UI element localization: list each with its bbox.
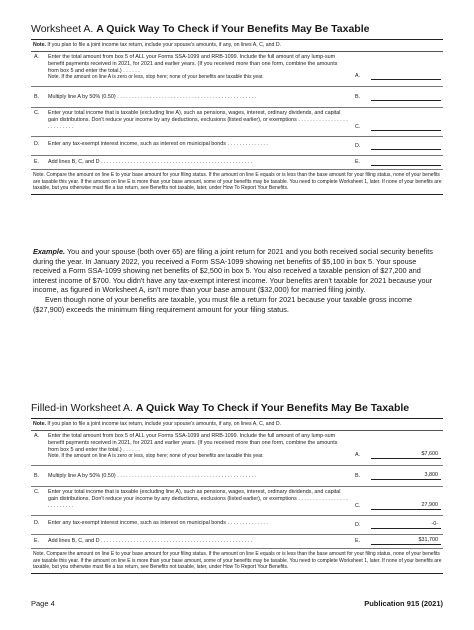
row-label: B. xyxy=(34,94,40,100)
filled-row-d xyxy=(31,516,443,535)
note-text: If you plan to file a joint income tax return, include your spouse's amounts, if any, on lines A, C, and D. xyxy=(47,42,282,48)
row-text: Multiply line A by 50% (0.50) . . . . . . . . . . . . . . . . . . . . . . . . . . . . . . . . . . . . . . . . . . . . . . . xyxy=(48,94,257,100)
row-label: C. xyxy=(34,489,40,495)
example-paragraph-1 xyxy=(33,247,441,295)
row-label: E. xyxy=(34,159,40,165)
row-text: Enter the total amount from box 5 of ALL your Forms SSA-1099 and RRB-1099. Include the full amount of any lump-sum benefit payments received in 2021, for 2021 and earlier years. (If you received more than one form, combine the amounts from box 5 and enter the total.) . . . . . . Note. If the amount on line A is zero or less, stop here; none of your benefits are taxable this year. xyxy=(48,433,338,460)
filled-row-e xyxy=(31,535,443,549)
amount-line xyxy=(371,509,441,510)
page-number: Page 4 xyxy=(31,599,55,608)
amount-line xyxy=(371,528,441,529)
row-letter: A. xyxy=(355,452,361,458)
note-label: Note. xyxy=(33,42,46,48)
filled-row-c xyxy=(31,487,443,516)
row-letter: D. xyxy=(355,143,361,149)
worksheet-a-row-e xyxy=(31,156,443,170)
row-letter: E. xyxy=(355,538,361,544)
row-text: Enter any tax-exempt interest income, such as interest on municipal bonds . . . . . . . . . . . . . . xyxy=(48,520,268,526)
row-label: D. xyxy=(34,141,40,147)
filled-worksheet-a-note xyxy=(31,419,443,431)
row-letter: B. xyxy=(355,94,361,100)
publication-title: Publication 915 (2021) xyxy=(364,599,443,608)
row-text: Multiply line A by 50% (0.50) . . . . . . . . . . . . . . . . . . . . . . . . . . . . . . . . . . . . . . . . . . . . . . . xyxy=(48,473,257,479)
row-text: Add lines B, C, and D . . . . . . . . . . . . . . . . . . . . . . . . . . . . . . . . . . . . . . . . . . . . . . . . . . . xyxy=(48,538,253,544)
row-label: A. xyxy=(34,433,40,439)
row-letter: B. xyxy=(355,473,361,479)
worksheet-a-bottom-note: Note. Compare the amount on line E to your base amount for your filing status. If the amount on line E equals or is less than the base amount for your filing status, none of your benefits are taxable this year. If the amount on line E is more than your base amount, some of your benefits may be taxable. You need to complete Worksheet 1, later. If none of your benefits are taxable, but you otherwise must file a tax return, see Benefits not taxable, later, under How To Report Your Benefits. xyxy=(33,172,442,192)
filled-worksheet-a xyxy=(31,402,443,574)
row-label: A. xyxy=(34,54,40,60)
example-text: You and your spouse (both over 65) are filing a joint return for 2021 and you both received social security benefits during the year. In January 2022, you received a Form SSA-1099 showing net benefits of $5,100 in box 5. Your spouse received a Form SSA-1099 showing net benefits of $2,500 in box 5. You also received a taxable pension of $27,200 and interest income of $700. You didn't have any tax-exempt interest income. Your benefits aren't taxable for 2021 because your income, as figured in Worksheet A, isn't more than your base amount ($32,000) for married filing jointly. xyxy=(33,247,433,295)
filled-row-a xyxy=(31,431,443,466)
row-letter: D. xyxy=(355,522,361,528)
worksheet-a xyxy=(31,23,443,195)
note-text: If you plan to file a joint income tax return, include your spouse's amounts, if any, on lines A, C, and D. xyxy=(47,421,282,427)
row-text: Enter your total income that is taxable (excluding line A), such as pensions, wages, interest, ordinary dividends, and capital gain distributions. Don't reduce your income by any deductions, exclusions (listed earlier), or exemptions . . . . . . . . . . . . . . . . . . . . . . . . . . xyxy=(48,110,348,130)
row-text: Enter the total amount from box 5 of ALL your Forms SSA-1099 and RRB-1099. Include the full amount of any lump-sum benefit payments received in 2021, for 2021 and earlier years. (If you received more than one form, combine the amounts from box 5 and enter the total.) . . . . . . Note. If the amount on line A is zero or less, stop here; none of your benefits are taxable this year. xyxy=(48,54,338,81)
worksheet-a-title-plain: Worksheet A. xyxy=(31,23,94,35)
row-letter: C. xyxy=(355,124,361,130)
filled-worksheet-a-title-plain: Filled-in Worksheet A. xyxy=(31,402,133,414)
row-amount: 3,800 xyxy=(424,472,438,478)
row-amount: 27,900 xyxy=(421,502,438,508)
row-label: C. xyxy=(34,110,40,116)
amount-line xyxy=(371,544,441,545)
worksheet-a-row-b xyxy=(31,87,443,108)
example-paragraph-2: Even though none of your benefits are taxable, you must file a return for 2021 because your taxable gross income ($27,900) exceeds the minimum filing requirement amount for your filing status. xyxy=(33,294,413,314)
amount-line xyxy=(371,130,441,131)
row-text: Add lines B, C, and D . . . . . . . . . . . . . . . . . . . . . . . . . . . . . . . . . . . . . . . . . . . . . . . . . . . xyxy=(48,159,253,165)
note-label: Note. xyxy=(33,421,46,427)
example-section xyxy=(33,247,441,314)
filled-worksheet-a-bottom-note: Note. Compare the amount on line E to your base amount for your filing status. If the amount on line E equals or is less than the base amount for your filing status, none of your benefits are taxable this year. If the amount on line E is more than your base amount, some of your benefits may be taxable. You need to complete Worksheet 1, later. If none of your benefits are taxable, but you otherwise must file a tax return, see Benefits not taxable, later, under How To Report Your Benefits. xyxy=(33,551,442,571)
row-label: B. xyxy=(34,473,40,479)
row-amount: -0- xyxy=(431,521,438,527)
amount-line xyxy=(371,100,441,101)
row-letter: E. xyxy=(355,159,361,165)
worksheet-a-row-d xyxy=(31,137,443,156)
worksheet-a-box xyxy=(31,39,443,195)
row-letter: C. xyxy=(355,503,361,509)
filled-row-b xyxy=(31,466,443,487)
amount-line xyxy=(371,79,441,80)
worksheet-a-title xyxy=(31,23,443,36)
amount-line xyxy=(371,458,441,459)
worksheet-a-title-bold: A Quick Way To Check if Your Benefits May Be Taxable xyxy=(96,23,370,35)
worksheet-a-row-a xyxy=(31,52,443,87)
amount-line xyxy=(371,165,441,166)
row-label: E. xyxy=(34,538,40,544)
filled-worksheet-a-box xyxy=(31,418,443,574)
row-letter: A. xyxy=(355,73,361,79)
filled-worksheet-a-title-bold: A Quick Way To Check if Your Benefits May Be Taxable xyxy=(135,402,410,414)
example-lead: Example. xyxy=(33,247,66,256)
amount-line xyxy=(371,479,441,480)
amount-line xyxy=(371,149,441,150)
row-amount: $31,700 xyxy=(418,537,438,543)
worksheet-a-note xyxy=(31,40,443,52)
row-label: D. xyxy=(34,520,40,526)
row-text: Enter your total income that is taxable (excluding line A), such as pensions, wages, interest, ordinary dividends, and capital gain distributions. Don't reduce your income by any deductions, exclusions (listed earlier), or exemptions . . . . . . . . . . . . . . . . . . . . . . . . . . xyxy=(48,489,348,509)
row-amount: $7,600 xyxy=(421,451,438,457)
filled-worksheet-a-title xyxy=(31,402,443,415)
worksheet-a-row-c xyxy=(31,108,443,137)
row-text: Enter any tax-exempt interest income, such as interest on municipal bonds . . . . . . . . . . . . . . xyxy=(48,141,268,147)
